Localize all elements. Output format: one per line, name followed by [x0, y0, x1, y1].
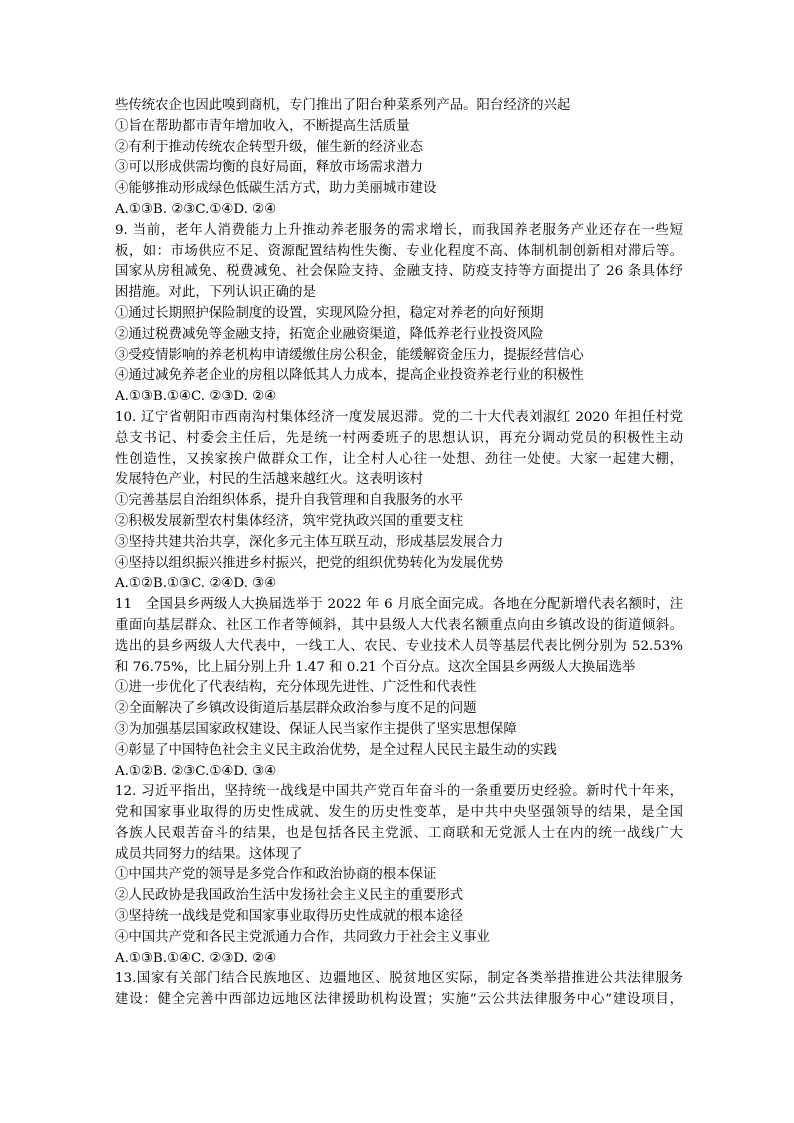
text-line: A.①②B. ②③C.①④D. ③④ [115, 763, 277, 779]
text-line: ②人民政协是我国政治生活中发扬社会主义民主的重要形式 [115, 888, 464, 904]
text-line: 13.国家有关部门结合民族地区、边疆地区、脱贫地区实际，制定各类举措推进公共法律服务 [115, 971, 683, 987]
text-line: ①旨在帮助都市青年增加收入，不断提高生活质量 [115, 118, 410, 134]
text-line: 发展特色产业，村民的生活越来越红火。这表明该村 [115, 472, 423, 488]
text-line: 10. 辽宁省朝阳市西南沟村集体经济一度发展迟滞。党的二十大代表刘淑红 2020 年担任村党 [115, 409, 683, 425]
text-line: 各族人民艰苦奋斗的结果，也是包括各民主党派、工商联和无党派人士在内的统一战线广大 [115, 825, 683, 841]
text-line: ③坚持共建共治共享，深化多元主体互联互动，形成基层发展合力 [115, 534, 504, 550]
text-line: A.①③B. ②③C.①④D. ②④ [115, 201, 277, 217]
text-line: ②有利于推动传统农企转型升级，催生新的经济业态 [115, 139, 423, 155]
text-line: 和 76.75%，比上届分别上升 1.47 和 0.21 个百分点。这次全国县乡两级人大换届选举 [115, 659, 636, 675]
text-line: ④坚持以组织振兴推进乡村振兴，把党的组织优势转化为发展优势 [115, 555, 504, 571]
text-line: 板，如：市场供应不足、资源配置结构性失衡、专业化程度不高、体制机制创新相对滞后等。 [115, 243, 683, 259]
text-line: 困措施。对此，下列认识正确的是 [115, 285, 316, 301]
text-line: ③可以形成供需均衡的良好局面，释放市场需求潜力 [115, 160, 423, 176]
text-line: 些传统农企也因此嗅到商机，专门推出了阳台种菜系列产品。阳台经济的兴起 [115, 98, 571, 113]
text-line: A.①②B.①③C. ②④D. ③④ [115, 576, 277, 592]
text-line: 重面向基层群众、社区工作者等倾斜，其中县级人大代表名额重点向由乡镇改设的街道倾斜。 [115, 617, 683, 633]
text-line: ④能够推动形成绿色低碳生活方式，助力美丽城市建设 [115, 181, 437, 197]
text-line: ②通过税费减免等金融支持，拓宽企业融资渠道，降低养老行业投资风险 [115, 326, 544, 342]
text-line: ④彰显了中国特色社会主义民主政治优势，是全过程人民民主最生动的实践 [115, 742, 557, 758]
text-line: ③坚持统一战线是党和国家事业取得历史性成就的根本途径 [115, 909, 464, 925]
text-line: A.①③B.①④C. ②③D. ②④ [115, 950, 277, 966]
document-page [115, 96, 683, 1011]
text-line: ②积极发展新型农村集体经济，筑牢党执政兴国的重要支柱 [115, 513, 464, 529]
text-line: ④中国共产党和各民主党派通力合作，共同致力于社会主义事业 [115, 929, 490, 945]
text-line: 党和国家事业取得的历史性成就、发生的历史性变革，是中共中央坚强领导的结果，是全国 [115, 805, 683, 821]
text-line: ①完善基层自治组织体系，提升自我管理和自我服务的水平 [115, 493, 464, 509]
text-line: ①通过长期照护保险制度的设置，实现风险分担，稳定对养老的向好预期 [115, 305, 544, 321]
text-line: ③受疫情影响的养老机构申请缓缴住房公积金，能缓解资金压力，提振经营信心 [115, 347, 584, 363]
text-line: 总支书记、村委会主任后，先是统一村两委班子的思想认识，再充分调动党员的积极性主动 [115, 430, 683, 446]
text-line: ②全面解决了乡镇改设街道后基层群众政治参与度不足的问题 [115, 701, 477, 717]
text-line: 性创造性，又挨家挨户做群众工作，让全村人心往一处想、劲往一处使。大家一起建大棚， [115, 451, 683, 467]
text-line: ③为加强基层国家政权建设、保证人民当家作主提供了坚实思想保障 [115, 721, 517, 737]
text-line: ①进一步优化了代表结构，充分体现先进性、广泛性和代表性 [115, 680, 477, 696]
text-line: ④通过减免养老企业的房租以降低其人力成本，提高企业投资养老行业的积极性 [115, 368, 584, 384]
text-line: 11 全国县乡两级人大换届选举于 2022 年 6 月底全面完成。各地在分配新增代表名额时，注 [115, 597, 683, 613]
text-line: 12. 习近平指出，坚持统一战线是中国共产党百年奋斗的一条重要历史经验。新时代十年来， [115, 784, 683, 800]
text-line: 建设：健全完善中西部边远地区法律援助机构设置；实施“云公共法律服务中心”建设项目， [115, 992, 683, 1008]
text-line: 9. 当前，老年人消费能力上升推动养老服务的需求增长，而我国养老服务产业还存在一些短 [115, 222, 683, 238]
text-line: ①中国共产党的领导是多党合作和政治协商的根本保证 [115, 867, 437, 883]
text-line: 国家从房租减免、税费减免、社会保险支持、金融支持、防疫支持等方面提出了 26 条具体纾 [115, 264, 683, 280]
text-line: A.①③B.①④C. ②③D. ②④ [115, 389, 277, 405]
text-line: 选出的县乡两级人大代表中，一线工人、农民、专业技术人员等基层代表比例分别为 52.53% [115, 638, 683, 654]
text-line: 成员共同努力的结果。这体现了 [115, 846, 303, 862]
